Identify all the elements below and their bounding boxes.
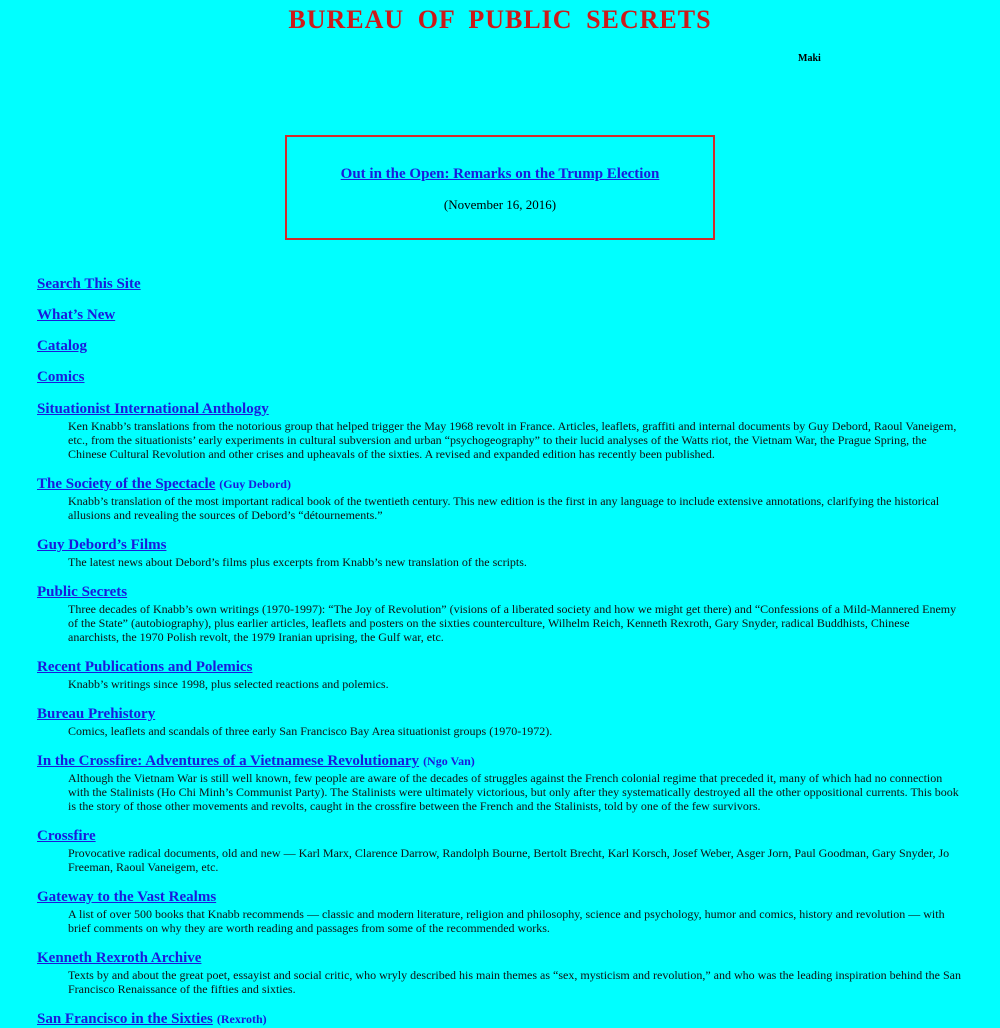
featured-article-box xyxy=(285,135,715,240)
entry-description: A list of over 500 books that Knabb recommends — classic and modern literature, religion and philosophy, science and psychology, humor and comics, history and revolution — with brief comments on why they are worth reading and passages from some of the recommended works. xyxy=(68,907,945,935)
entry-description: The latest news about Debord’s films plus excerpts from Knabb’s new translation of the scripts. xyxy=(68,555,527,569)
list-item xyxy=(37,536,962,569)
entry-title-link[interactable]: Bureau Prehistory xyxy=(37,706,156,722)
list-item xyxy=(37,583,962,644)
list-item xyxy=(37,400,962,461)
list-item xyxy=(37,658,962,691)
list-item xyxy=(37,705,962,738)
entry-title-link[interactable]: The Society of the Spectacle xyxy=(37,476,216,492)
entry-author: (Rexroth) xyxy=(216,1012,267,1026)
whats-new-link[interactable]: What’s New xyxy=(37,307,116,323)
entry-description: Ken Knabb’s translations from the notorious group that helped trigger the May 1968 revolt in France. Articles, leaflets, graffiti and internal documents by Guy Debord, Raoul Vaneigem, etc., from the situationists’ early experiments in cultural subversion and urban “psychogeography” to their lucid analyses of the Watts riot, the Vietnam War, the Prague Spring, the Chinese Cultural Revolution and other crises and upheavals of the sixties. A revised and expanded edition has recently been published. xyxy=(68,419,957,461)
entry-description: Texts by and about the great poet, essayist and social critic, who wryly described his main themes as “sex, mysticism and revolution,” and who was the leading inspiration behind the San Francisco Renaissance of the fifties and sixties. xyxy=(68,968,961,996)
entry-title-link[interactable]: Crossfire xyxy=(37,828,96,844)
entry-description: Knabb’s writings since 1998, plus selected reactions and polemics. xyxy=(68,677,389,691)
comics-link[interactable]: Comics xyxy=(37,369,85,385)
featured-article-date: (November 16, 2016) xyxy=(443,197,557,212)
list-item xyxy=(37,1010,962,1028)
list-item xyxy=(37,475,962,522)
featured-article-link[interactable]: Out in the Open: Remarks on the Trump Election xyxy=(340,166,660,182)
entry-description: Knabb’s translation of the most important radical book of the twentieth century. This new edition is the first in any language to include extensive annotations, clarifying the historical allusions and revealing the sources of Debord’s “détournements.” xyxy=(68,494,940,522)
entry-description: Provocative radical documents, old and new — Karl Marx, Clarence Darrow, Randolph Bourne, Bertolt Brecht, Karl Korsch, Josef Weber, Asger Jorn, Paul Goodman, Gary Snyder, Jo Freeman, Raoul Vaneigem, etc. xyxy=(68,846,950,874)
entry-author: (Ngo Van) xyxy=(423,754,475,768)
entry-title-link[interactable]: Situationist International Anthology xyxy=(37,401,269,417)
maki-label: Maki xyxy=(798,53,821,64)
list-item xyxy=(37,752,962,813)
entry-description: Although the Vietnam War is still well known, few people are aware of the decades of struggles against the French colonial regime that preceded it, many of which had no connection with the Stalinists (Ho Chi Minh’s Communist Party). The Stalinists were ultimately victorious, but only after they systematically destroyed all the other oppositional currents. This book is the story of those other movements and revolts, caught in the crossfire between the French and the Stalinists, told by one of the few survivors. xyxy=(68,771,959,813)
list-item xyxy=(37,888,962,935)
entry-title-link[interactable]: San Francisco in the Sixties xyxy=(37,1011,213,1027)
entry-title-link[interactable]: In the Crossfire: Adventures of a Vietnamese Revolutionary xyxy=(37,753,420,769)
entry-author: (Guy Debord) xyxy=(219,477,291,491)
entry-description: Three decades of Knabb’s own writings (1970-1997): “The Joy of Revolution” (visions of a liberated society and how we might get there) and “Confessions of a Mild-Mannered Enemy of the State” (autobiography), plus earlier articles, leaflets and posters on the sixties counterculture, Wilhelm Reich, Kenneth Rexroth, Gary Snyder, radical Buddhists, Chinese anarchists, the 1970 Polish revolt, the 1979 Iranian uprising, the Gulf war, etc. xyxy=(68,602,957,644)
entry-title-link[interactable]: Public Secrets xyxy=(37,584,128,600)
entry-title-link[interactable]: Kenneth Rexroth Archive xyxy=(37,950,202,966)
entry-description: Comics, leaflets and scandals of three early San Francisco Bay Area situationist groups (1970-1972). xyxy=(68,724,553,738)
list-item xyxy=(37,827,962,874)
list-item xyxy=(37,949,962,996)
entry-title-link[interactable]: Gateway to the Vast Realms xyxy=(37,889,217,905)
site-title: BUREAU OF PUBLIC SECRETS xyxy=(288,5,712,34)
catalog-link[interactable]: Catalog xyxy=(37,338,87,354)
main-navigation xyxy=(37,276,962,1028)
entry-title-link[interactable]: Recent Publications and Polemics xyxy=(37,659,253,675)
search-site-link[interactable]: Search This Site xyxy=(37,276,141,292)
entry-title-link[interactable]: Guy Debord’s Films xyxy=(37,537,167,553)
